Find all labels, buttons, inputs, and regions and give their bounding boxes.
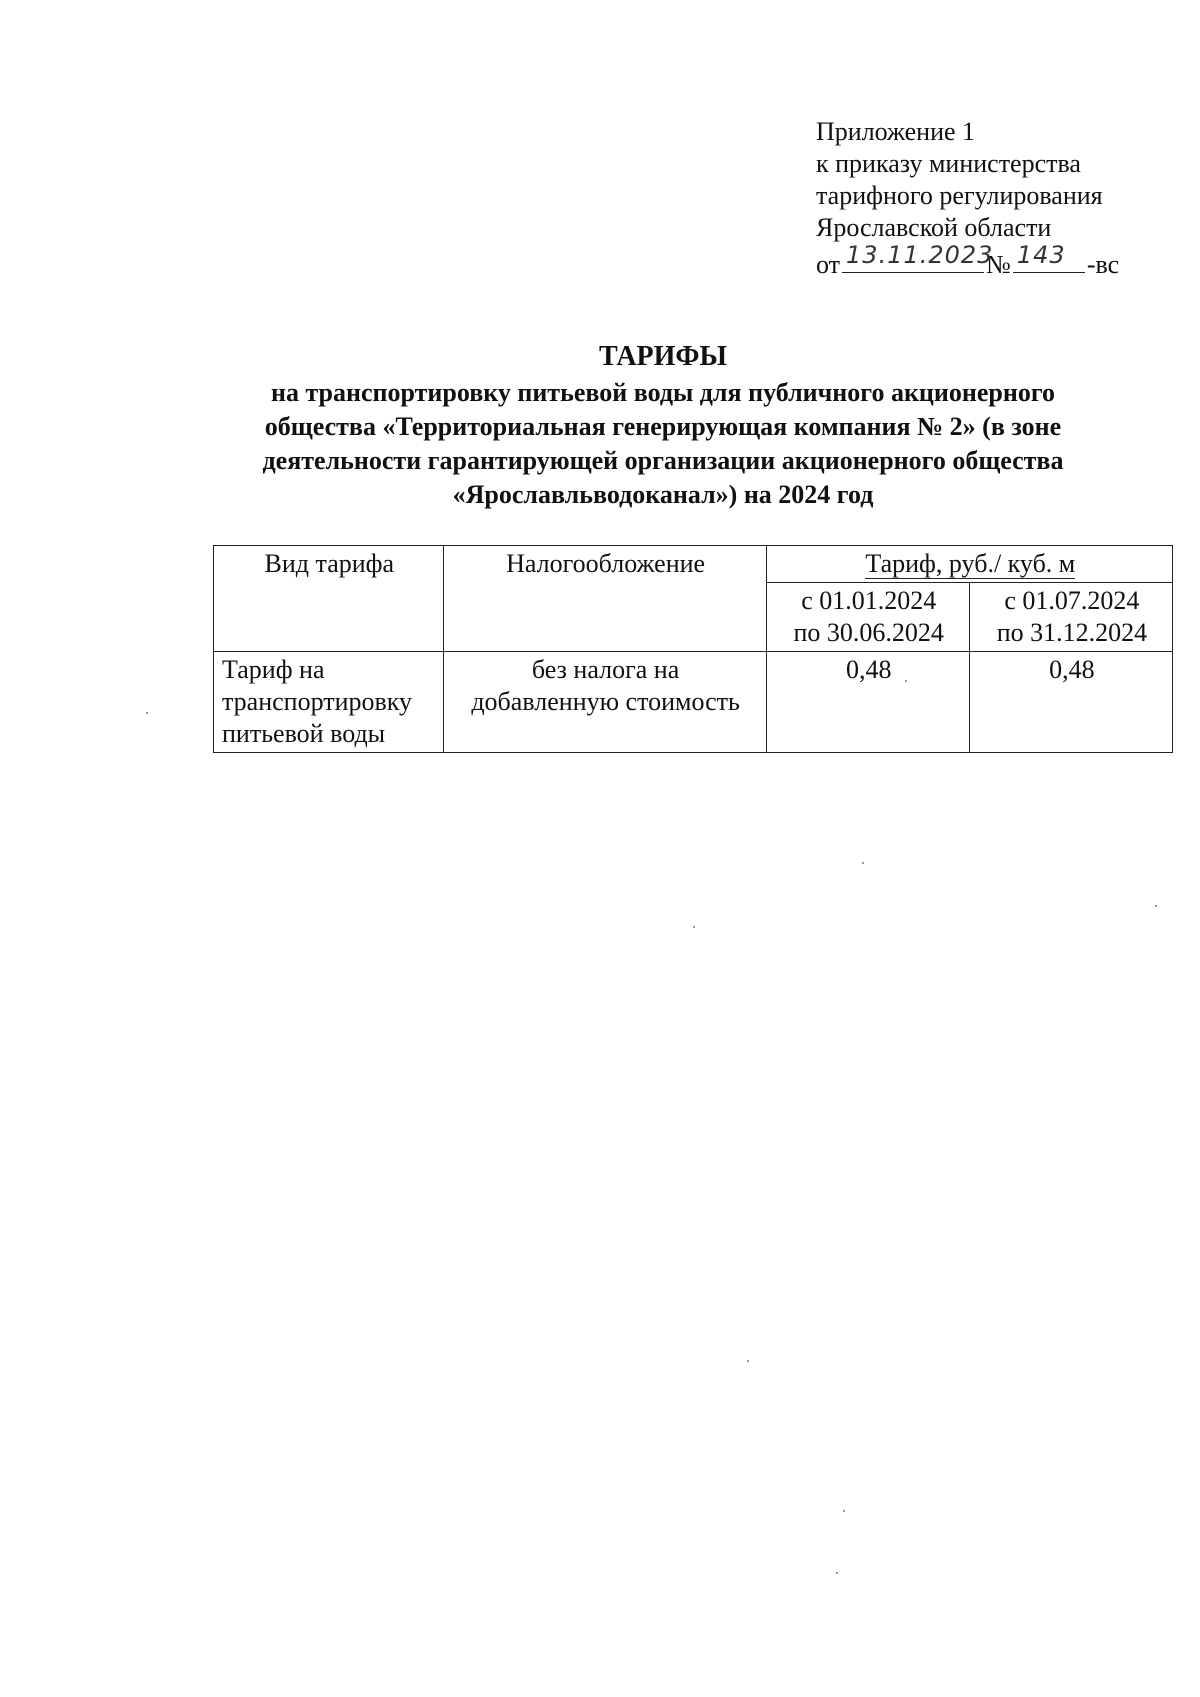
order-from-label: от <box>816 250 841 279</box>
header-tariff-type: Вид тарифа <box>214 546 444 652</box>
handwritten-date: 13.11.2023 <box>846 241 994 269</box>
header-taxation: Налогообложение <box>443 546 766 652</box>
header-tariff-rate-label: Тариф, руб./ куб. м <box>865 549 1076 578</box>
order-number-sign: № <box>986 250 1011 279</box>
cell-type-line-3: питьевой воды <box>222 719 386 748</box>
appendix-line-3: тарифного регулирования <box>816 181 1103 210</box>
scan-speck <box>836 1572 838 1574</box>
handwritten-number: 143 <box>1016 241 1066 269</box>
period-2-to: по 31.12.2024 <box>996 618 1148 647</box>
table-header-row <box>214 546 1173 583</box>
scan-speck <box>1155 905 1157 907</box>
title-line-3: деятельности гарантирующей организации акционерного общества <box>262 446 1064 475</box>
order-date-number-line <box>816 241 1120 281</box>
title-line-4: «Ярославльводоканал») на 2024 год <box>452 480 874 509</box>
order-suffix: -вс <box>1086 250 1120 279</box>
scan-speck <box>146 712 148 714</box>
title-line-2: общества «Территориальная генерирующая компания № 2» (в зоне <box>264 412 1062 441</box>
period-1-from: с 01.01.2024 <box>801 586 937 615</box>
tariff-table <box>213 545 1173 753</box>
period-2-from: с 01.07.2024 <box>1004 586 1140 615</box>
appendix-line-4: Ярославской области <box>816 213 1052 242</box>
appendix-reference <box>816 116 1119 281</box>
scan-speck <box>905 680 907 682</box>
title-main: ТАРИФЫ <box>599 341 727 372</box>
cell-value-period-2: 0,48 <box>969 652 1172 753</box>
order-date-blank <box>842 241 994 273</box>
cell-tax-line-1: без налога на <box>531 655 680 684</box>
cell-type-line-1: Тариф на <box>222 655 325 684</box>
scan-speck <box>843 1510 845 1512</box>
scan-speck <box>747 1360 749 1362</box>
title-line-1: на транспортировку питьевой воды для публичного акционерного <box>270 378 1056 407</box>
order-number-blank <box>1013 241 1085 273</box>
cell-value-period-1: 0,48 <box>766 652 969 753</box>
period-1-to: по 30.06.2024 <box>793 618 944 647</box>
table-row <box>214 652 1173 753</box>
cell-taxation <box>443 652 766 753</box>
header-tariff-rate <box>766 546 1172 583</box>
cell-tax-line-2: добавленную стоимость <box>471 687 740 716</box>
scan-speck <box>693 926 695 928</box>
header-period-1 <box>766 583 969 652</box>
header-period-2 <box>969 583 1172 652</box>
appendix-line-1: Приложение 1 <box>816 117 976 146</box>
cell-type-line-2: транспортировку <box>222 687 413 716</box>
scan-speck <box>862 862 864 864</box>
cell-tariff-type <box>214 652 444 753</box>
document-title <box>180 340 1146 512</box>
appendix-line-2: к приказу министерства <box>816 149 1081 178</box>
